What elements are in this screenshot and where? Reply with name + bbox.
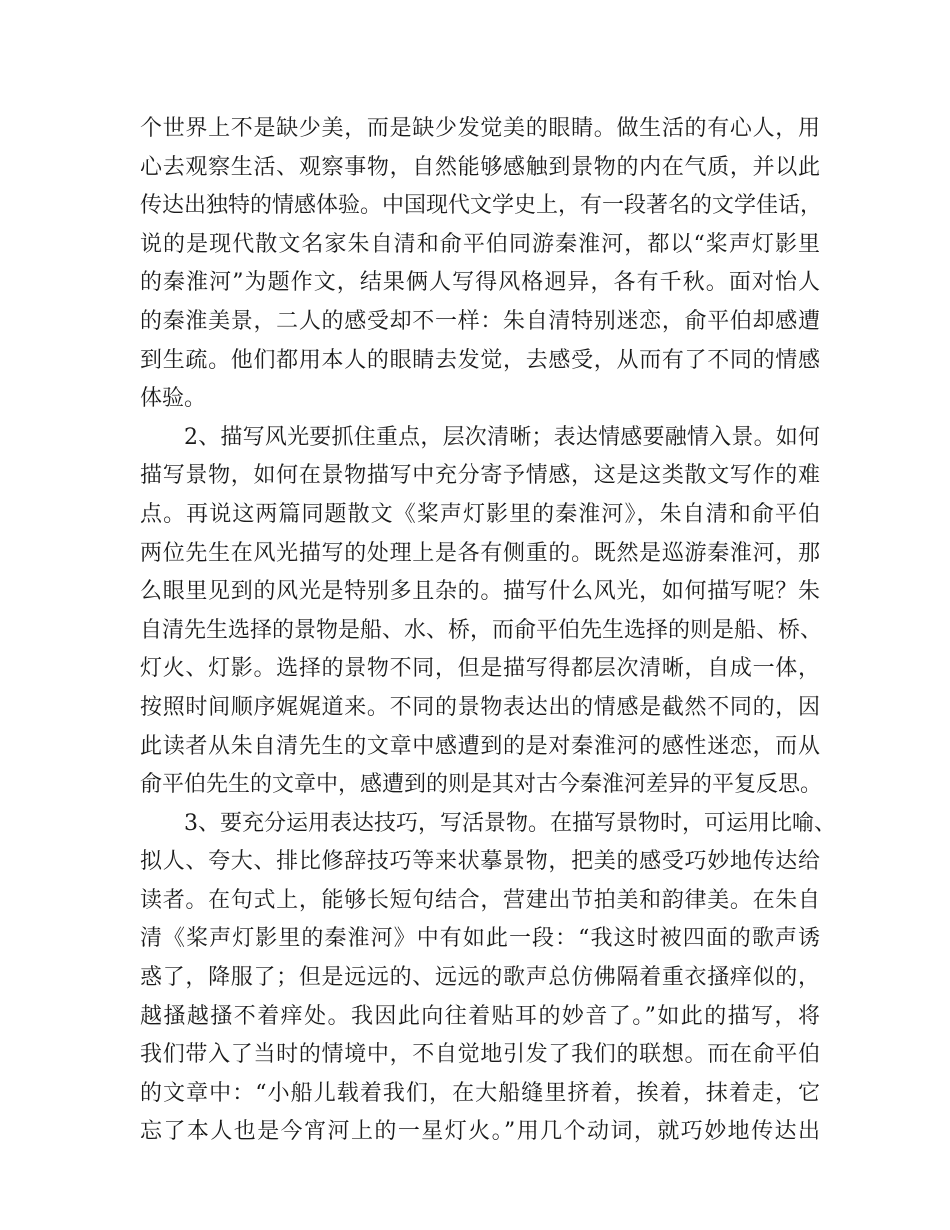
text-line: 说的是现代散文名家朱自清和俞平伯同游秦淮河，都以“桨声灯影里 (140, 231, 820, 257)
text-line: 清《桨声灯影里的秦淮河》中有如此一段：“我这时被四面的歌声诱 (140, 926, 820, 952)
text-line: 惑了，降服了；但是远远的、远远的歌声总仿佛隔着重衣搔痒似的， (140, 965, 820, 991)
text-line: 的文章中：“小船儿载着我们，在大船缝里挤着，挨着，抹着走，它 (140, 1080, 820, 1106)
text-line: 两位先生在风光描写的处理上是各有侧重的。既然是巡游秦淮河，那 (140, 540, 820, 566)
text-line: 描写景物，如何在景物描写中充分寄予情感，这是这类散文写作的难 (140, 463, 820, 489)
text-line: 么眼里见到的风光是特别多且杂的。描写什么风光，如何描写呢？朱 (140, 579, 820, 605)
text-line: 按照时间顺序娓娓道来。不同的景物表达出的情感是截然不同的，因 (140, 694, 820, 720)
text-line: 的秦淮美景，二人的感受却不一样：朱自清特别迷恋，俞平伯却感遭 (140, 308, 820, 334)
text-line: 忘了本人也是今宵河上的一星灯火。”用几个动词，就巧妙地传达出 (140, 1119, 820, 1145)
text-line: 灯火、灯影。选择的景物不同，但是描写得都层次清晰，自成一体， (140, 656, 820, 682)
text-line: 俞平伯先生的文章中，感遭到的则是其对古今秦淮河差异的平复反思。 (140, 772, 823, 798)
text-line: 读者。在句式上，能够长短句结合，营建出节拍美和韵律美。在朱自 (140, 887, 820, 913)
text-line: 到生疏。他们都用本人的眼睛去发觉，去感受，从而有了不同的情感 (140, 347, 820, 373)
body-text (140, 110, 836, 1152)
text-line: 2、描写风光要抓住重点，层次清晰；表达情感要融情入景。如何 (184, 424, 820, 450)
text-line: 拟人、夸大、排比修辞技巧等来状摹景物，把美的感受巧妙地传达给 (140, 849, 820, 875)
text-line: 心去观察生活、观察事物，自然能够感触到景物的内在气质，并以此 (140, 154, 820, 180)
text-line: 的秦淮河”为题作文，结果俩人写得风格迥异，各有千秋。面对怡人 (140, 270, 820, 296)
text-line: 个世界上不是缺少美，而是缺少发觉美的眼睛。做生活的有心人，用 (140, 116, 820, 141)
text-line: 体验。 (140, 386, 207, 412)
text-line: 此读者从朱自清先生的文章中感遭到的是对秦淮河的感性迷恋，而从 (140, 733, 820, 759)
text-line: 传达出独特的情感体验。中国现代文学史上，有一段著名的文学佳话， (140, 193, 823, 219)
text-line: 我们带入了当时的情境中，不自觉地引发了我们的联想。而在俞平伯 (140, 1042, 820, 1068)
text-line: 越搔越搔不着痒处。我因此向往着贴耳的妙音了。”如此的描写，将 (140, 1003, 820, 1029)
text-line: 点。再说这两篇同题散文《桨声灯影里的秦淮河》，朱自清和俞平伯 (140, 501, 820, 527)
text-line: 自清先生选择的景物是船、水、桥，而俞平伯先生选择的则是船、桥、 (140, 617, 823, 643)
text-line: 3、要充分运用表达技巧，写活景物。在描写景物时，可运用比喻、 (184, 810, 836, 836)
